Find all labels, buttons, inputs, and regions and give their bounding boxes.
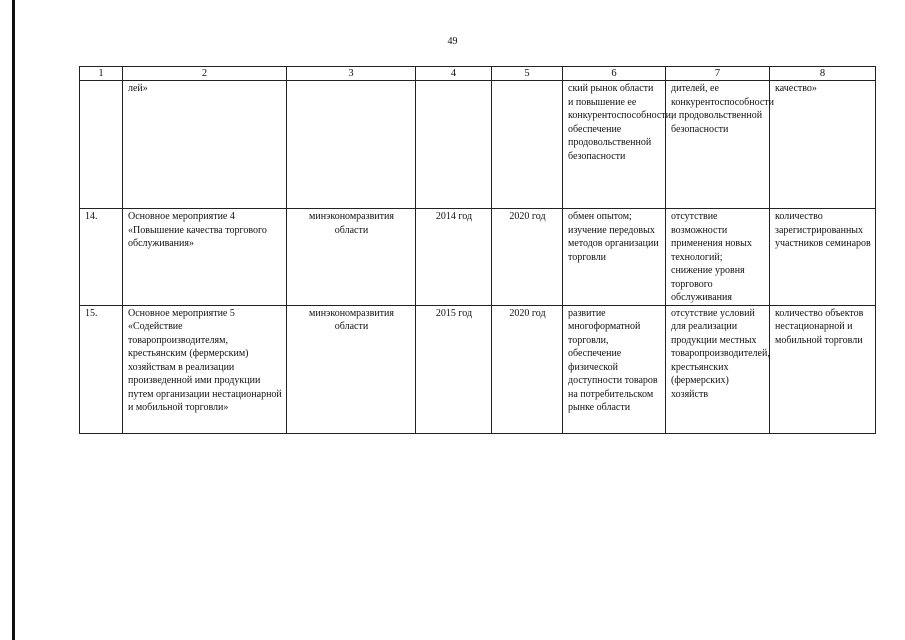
start-year: 2015 год [416, 305, 492, 433]
start-year [416, 81, 492, 209]
indicator: количество объектов нестационарной и мобильной торговли [770, 305, 876, 433]
row-number: 14. [80, 209, 123, 306]
row-number [80, 81, 123, 209]
measure-name: лей» [123, 81, 287, 209]
non-implementation-consequences: дителей, ее конкурентоспособности и продовольственной безопасности [666, 81, 770, 209]
col-header-1: 1 [80, 67, 123, 81]
row-number: 15. [80, 305, 123, 433]
executor: минэкономразвития области [287, 209, 416, 306]
executor [287, 81, 416, 209]
table-row [80, 81, 876, 209]
table-row [80, 209, 876, 306]
end-year: 2020 год [492, 305, 563, 433]
col-header-6: 6 [563, 67, 666, 81]
measures-table [79, 66, 876, 434]
start-year: 2014 год [416, 209, 492, 306]
measure-name: Основное мероприятие 4 «Повышение качества торгового обслуживания» [123, 209, 287, 306]
expected-result: ский рынок области и повышение ее конкурентоспособности, обеспечение продовольственной безопасности [563, 81, 666, 209]
executor: минэкономразвития области [287, 305, 416, 433]
col-header-4: 4 [416, 67, 492, 81]
col-header-5: 5 [492, 67, 563, 81]
non-implementation-consequences: отсутствие возможности применения новых технологий; снижение уровня торгового обслуживания [666, 209, 770, 306]
indicator: количество зарегистрированных участников семинаров [770, 209, 876, 306]
col-header-7: 7 [666, 67, 770, 81]
expected-result: обмен опытом; изучение передовых методов организации торговли [563, 209, 666, 306]
indicator: качество» [770, 81, 876, 209]
page-number: 49 [447, 36, 458, 47]
col-header-3: 3 [287, 67, 416, 81]
col-header-8: 8 [770, 67, 876, 81]
expected-result: развитие многоформатной торговли, обеспечение физической доступности товаров на потребительском рынке области [563, 305, 666, 433]
end-year [492, 81, 563, 209]
header-row [80, 67, 876, 81]
binding-edge-line [12, 0, 15, 640]
non-implementation-consequences: отсутствие условий для реализации продукции местных товаропроизводителей, крестьянских (фермерских) хозяйств [666, 305, 770, 433]
end-year: 2020 год [492, 209, 563, 306]
col-header-2: 2 [123, 67, 287, 81]
measure-name: Основное мероприятие 5 «Содействие товаропроизводителям, крестьянским (фермерским) хозяйствам в реализации произведенной ими продукции путем организации нестационарной и мобильной торговли» [123, 305, 287, 433]
table-row [80, 305, 876, 433]
